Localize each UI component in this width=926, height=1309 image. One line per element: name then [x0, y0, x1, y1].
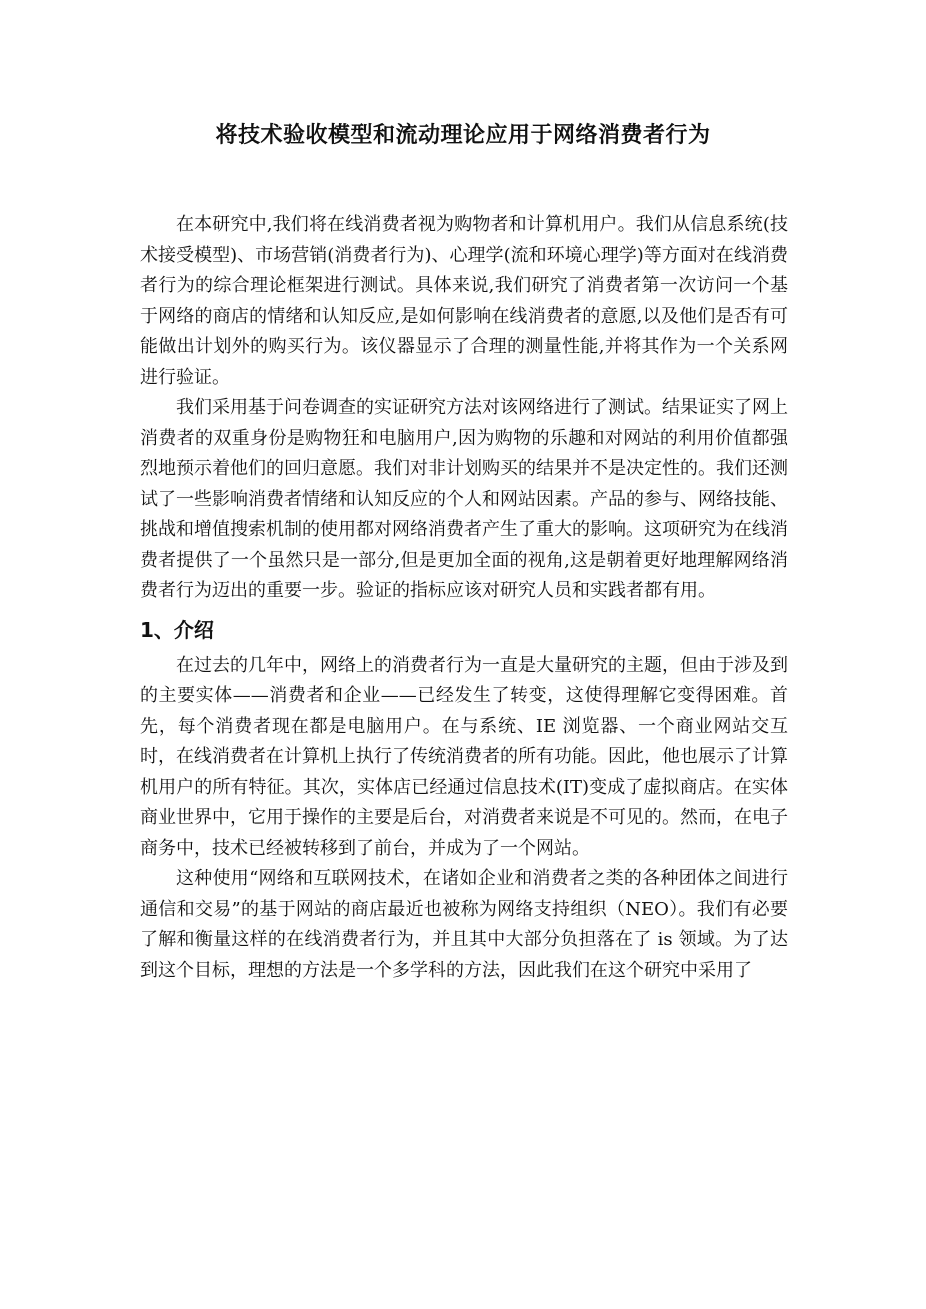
abstract-paragraph-1: 在本研究中,我们将在线消费者视为购物者和计算机用户。我们从信息系统(技术接受模型)、市场营销(消费者行为)、心理学(流和环境心理学)等方面对在线消费者行为的综合理论框架进行测试。具体来说,我们研究了消费者第一次访问一个基于网络的商店的情绪和认知反应,是如何影响在线消费者的意愿,以及他们是否有可能做出计划外的购买行为。该仪器显示了合理的测量性能,并将其作为一个关系网进行验证。: [140, 214, 788, 388]
abstract-paragraph-2: 我们采用基于问卷调查的实证研究方法对该网络进行了测试。结果证实了网上消费者的双重身份是购物狂和电脑用户,因为购物的乐趣和对网站的利用价值都强烈地预示着他们的回归意愿。我们对非计划购买的结果并不是决定性的。我们还测试了一些影响消费者情绪和认知反应的个人和网站因素。产品的参与、网络技能、挑战和增值搜索机制的使用都对网络消费者产生了重大的影响。这项研究为在线消费者提供了一个虽然只是一部分,但是更加全面的视角,这是朝着更好地理解网络消费者行为迈出的重要一步。验证的指标应该对研究人员和实践者都有用。: [140, 397, 788, 601]
document-title: 将技术验收模型和流动理论应用于网络消费者行为: [215, 123, 711, 148]
section-heading-introduction: 1、介绍: [140, 617, 214, 642]
intro-paragraph-2: 这种使用“网络和互联网技术，在诸如企业和消费者之类的各种团体之间进行通信和交易”的基于网站的商店最近也被称为网络支持组织（NEO）。我们有必要了解和衡量这样的在线消费者行为，并且其中大部分负担落在了 is 领域。为了达到这个目标，理想的方法是一个多学科的方法，因此我们在这个研究中采用了: [140, 868, 788, 981]
intro-paragraph-1: 在过去的几年中，网络上的消费者行为一直是大量研究的主题，但由于涉及到的主要实体——消费者和企业——已经发生了转变，这使得理解它变得困难。首先，每个消费者现在都是电脑用户。在与系统、IE 浏览器、一个商业网站交互时，在线消费者在计算机上执行了传统消费者的所有功能。因此，他也展示了计算机用户的所有特征。其次，实体店已经通过信息技术(IT)变成了虚拟商店。在实体商业世界中，它用于操作的主要是后台，对消费者来说是不可见的。然而，在电子商务中，技术已经被转移到了前台，并成为了一个网站。: [140, 654, 788, 859]
document-body: [140, 210, 788, 986]
